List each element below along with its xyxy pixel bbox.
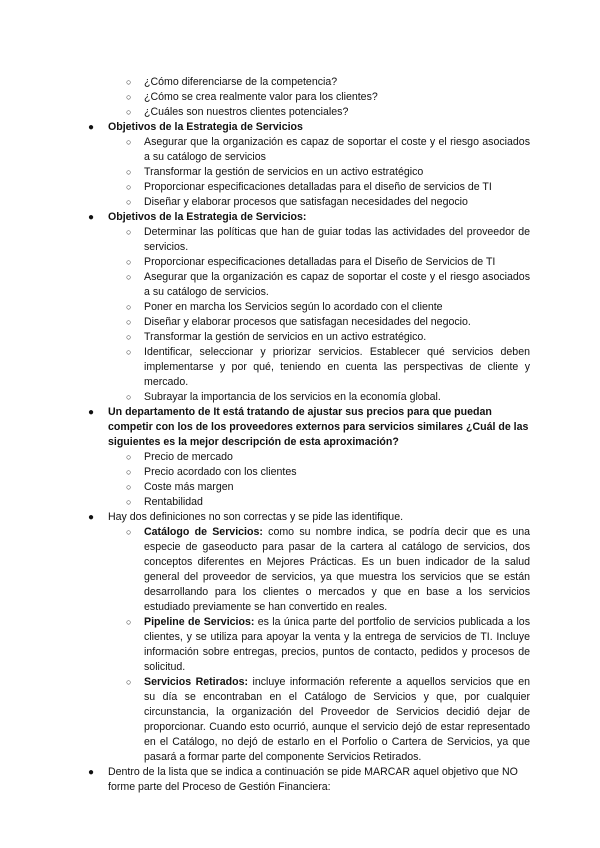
- section-heading: ● Objetivos de la Estrategia de Servicios: [88, 121, 303, 133]
- circle-bullet-icon: ○: [126, 197, 132, 207]
- circle-bullet-icon: ○: [126, 92, 132, 102]
- list-item: ○ Diseñar y elaborar procesos que satisfagan necesidades del negocio.: [126, 316, 471, 328]
- circle-bullet-icon: ○: [126, 107, 132, 117]
- circle-bullet-icon: ○: [126, 317, 132, 327]
- list-item: ○ ¿Cómo diferenciarse de la competencia?: [126, 76, 338, 88]
- circle-bullet-icon: ○: [126, 527, 132, 537]
- circle-bullet-icon: ○: [126, 467, 132, 477]
- question-heading: ● Hay dos definiciones no son correctas y se pide las identifique.: [88, 511, 404, 523]
- section-heading: ● Objetivos de la Estrategia de Servicios:: [88, 211, 307, 223]
- list-item: ○ Transformar la gestión de servicios en un activo estratégico: [126, 166, 424, 178]
- question-heading: ● Dentro de la lista que se indica a continuación se pide MARCAR aquel objetivo que NO forme parte del Proceso de Gestión Financiera:: [88, 766, 518, 793]
- disc-bullet-icon: ●: [88, 122, 95, 133]
- definition-item: [0, 615, 600, 675]
- circle-bullet-icon: ○: [126, 272, 132, 282]
- circle-bullet-icon: ○: [126, 452, 132, 462]
- list-item: ○ Precio de mercado: [126, 451, 233, 463]
- list-item: ○ Transformar la gestión de servicios en un activo estratégico.: [126, 331, 427, 343]
- list-item: ○ Proporcionar especificaciones detalladas para el diseño de servicios de TI: [126, 181, 492, 193]
- section1-list: [0, 135, 600, 210]
- definition-item: [0, 675, 600, 765]
- circle-bullet-icon: ○: [126, 257, 132, 267]
- circle-bullet-icon: ○: [126, 677, 132, 687]
- intro-list: [0, 75, 600, 120]
- list-item: ○ Subrayar la importancia de los servicios en la economía global.: [126, 391, 441, 403]
- circle-bullet-icon: ○: [126, 167, 132, 177]
- section2-list: [0, 225, 600, 405]
- disc-bullet-icon: ●: [88, 212, 95, 223]
- definition-text: incluye información referente a aquellos servicios que en su día se encontraban en el Catálogo de Servicios y que, por cualquier circunstancia, la organización del Proveedor de Servicios decidió dejar de proporcionar. Cuando esto ocurrió, aunque el servicio dejó de estar representado en el Catálogo, no dejó de estarlo en el Porfolio o Cartera de Servicios, ya que pasará a formar parte del componente Servicios Retirados.: [144, 676, 530, 763]
- circle-bullet-icon: ○: [126, 137, 132, 147]
- list-item: ○ ¿Cuáles son nuestros clientes potenciales?: [126, 106, 349, 118]
- circle-bullet-icon: ○: [126, 302, 132, 312]
- circle-bullet-icon: ○: [126, 617, 132, 627]
- definition-term: Catálogo de Servicios:: [144, 526, 263, 538]
- question-heading: ● Un departamento de It está tratando de ajustar sus precios para que puedan competir con los de los proveedores externos para servicios similares ¿Cuál de las siguientes es la mejor descripción de esta aproximación?: [88, 406, 529, 448]
- definition-item: [0, 525, 600, 615]
- disc-bullet-icon: ●: [88, 407, 95, 418]
- circle-bullet-icon: ○: [126, 497, 132, 507]
- circle-bullet-icon: ○: [126, 482, 132, 492]
- list-item: ○ Determinar las políticas que han de guiar todas las actividades del proveedor de servicios.: [126, 226, 530, 253]
- disc-bullet-icon: ●: [88, 767, 95, 778]
- circle-bullet-icon: ○: [126, 332, 132, 342]
- list-item: ○ Proporcionar especificaciones detalladas para el Diseño de Servicios de TI: [126, 256, 496, 268]
- section3-list: [0, 450, 600, 510]
- list-item: ○ Poner en marcha los Servicios según lo acordado con el cliente: [126, 301, 443, 313]
- list-item: ○ Diseñar y elaborar procesos que satisfagan necesidades del negocio: [126, 196, 468, 208]
- list-item: ○ Precio acordado con los clientes: [126, 466, 297, 478]
- section4-list: [0, 525, 600, 765]
- list-item: ○ Coste más margen: [126, 481, 234, 493]
- list-item: ○ Asegurar que la organización es capaz de soportar el coste y el riesgo asociados a su catálogo de servicios: [126, 136, 530, 163]
- list-item: ○ ¿Cómo se crea realmente valor para los clientes?: [126, 91, 378, 103]
- definition-text: como su nombre indica, se podría decir que es una especie de gaseoducto para pasar de la cartera al catálogo de servicios, dos conceptos diferentes en Mejores Prácticas. Es un buen indicador de la salud general del proveedor de servicios, ya que muestra los servicios que se están desarrollando para los clientes o mercados y que en base a los servicios estudiado previamente se han convertido en reales.: [144, 526, 530, 613]
- definition-term: Pipeline de Servicios:: [144, 616, 255, 628]
- disc-bullet-icon: ●: [88, 512, 95, 523]
- definition-text: es la única parte del portfolio de servicios publicada a los clientes, y se utiliza para apoyar la venta y la entrega de servicios de TI. Incluye información sobre entregas, precios, puntos de contacto, pedidos y procesos de solicitud.: [144, 616, 530, 673]
- circle-bullet-icon: ○: [126, 347, 132, 357]
- list-item: ○ Asegurar que la organización es capaz de soportar el coste y el riesgo asociados a su catálogo de servicios.: [126, 271, 530, 298]
- circle-bullet-icon: ○: [126, 392, 132, 402]
- list-item: ○ Identificar, seleccionar y priorizar servicios. Establecer qué servicios deben implementarse y por qué, teniendo en cuenta las perspectivas de cliente y mercado.: [126, 346, 530, 388]
- list-item: ○ Rentabilidad: [126, 496, 203, 508]
- definition-term: Servicios Retirados:: [144, 676, 248, 688]
- circle-bullet-icon: ○: [126, 182, 132, 192]
- circle-bullet-icon: ○: [126, 227, 132, 237]
- circle-bullet-icon: ○: [126, 77, 132, 87]
